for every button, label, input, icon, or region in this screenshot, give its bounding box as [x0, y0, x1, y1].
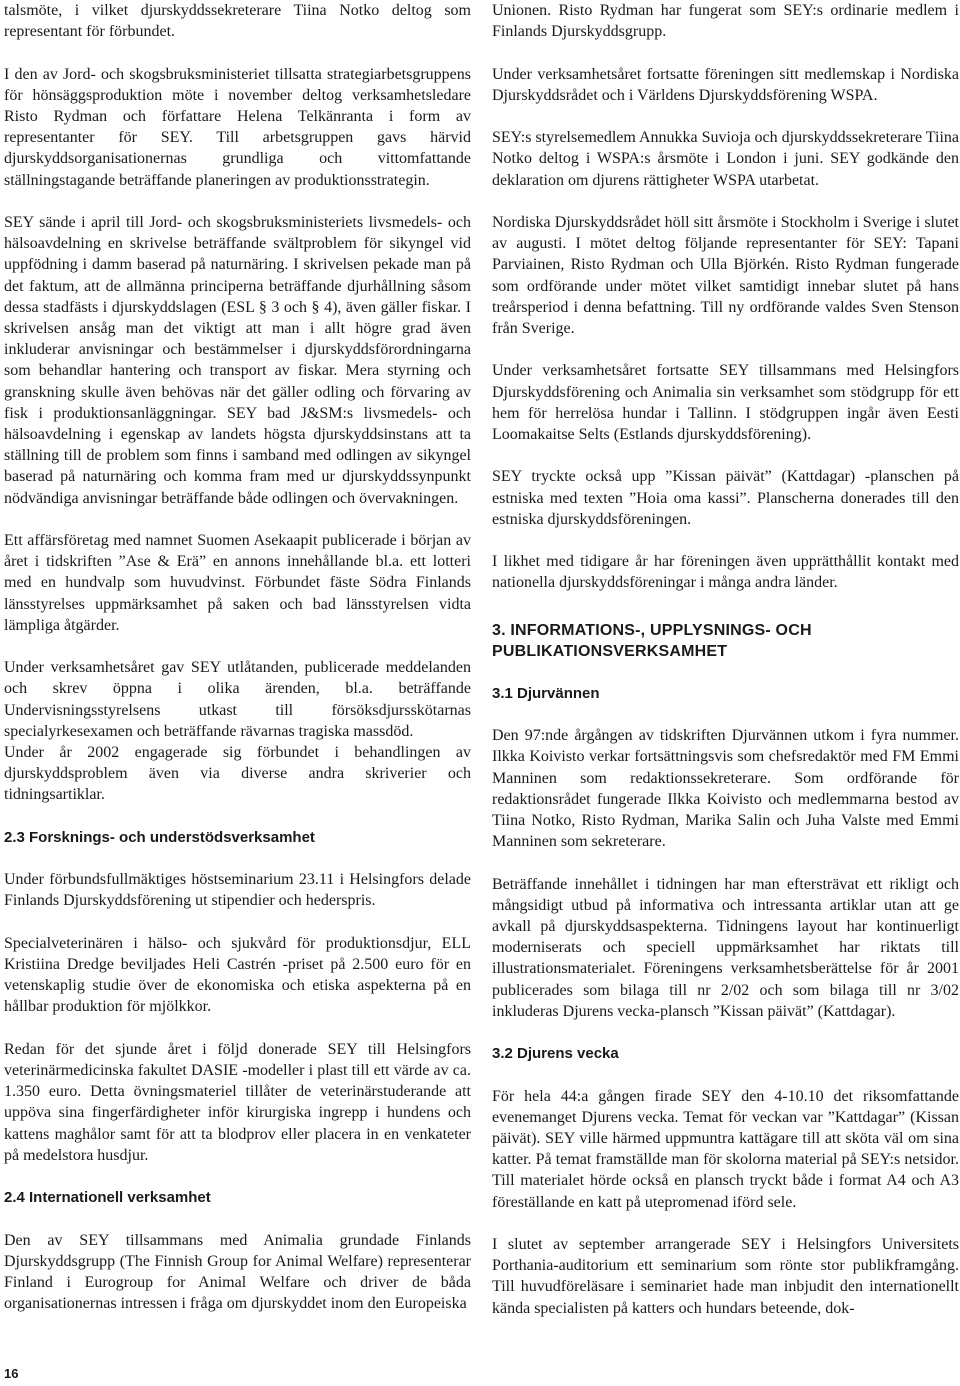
spacer — [492, 1022, 959, 1043]
spacer — [492, 662, 959, 683]
left-column — [4, 0, 471, 1314]
spacer — [4, 848, 471, 869]
paragraph: Under verksamhetsåret fortsatte SEY tillsammans med Helsingfors Djurskyddsförening och Animalia sin verksamhet som stödgrupp för ett hem för herrelösa hundar i Tallinn. I stödgruppen ingår även Eesti Loomakaitse Selts (Estlands djurskyddsförening). — [492, 362, 959, 443]
paragraph: SEY tryckte också upp ”Kissan päivät” (Kattdagar) -planschen på estniska med texten ”Hoia oma kassi”. Planscherna donerades till den estniska djurskyddsföreningen. — [492, 468, 959, 528]
paragraph: Unionen. Risto Rydman har fungerat som SEY:s ordinarie medlem i Finlands Djurskyddsgrupp. — [492, 2, 959, 41]
paragraph: Under verksamhetsåret fortsatte föreningen sitt medlemskap i Nordiska Djurskyddsrådet och i Världens Djurskyddsförening WSPA. — [492, 65, 959, 104]
page-number: 16 — [4, 1366, 19, 1381]
paragraph: Under år 2002 engagerade sig förbundet i behandlingen av djurskyddsproblem även via diverse andra skriverier och tidningsartiklar. — [4, 744, 471, 804]
spacer — [4, 1166, 471, 1187]
paragraph: Nordiska Djurskyddsrådet höll sitt årsmöte i Stockholm i Sverige i slutet av augusti. I mötet deltog följande representanter för SEY: Tapani Parviainen, Risto Rydman och Ulla Björkén. Risto Rydman fungerade som ordförande under mötet vilket samtidigt innebar slutet på hans treårsperiod i denna befattning. Till ny ordförande valdes Sven Stenson från Sverige. — [492, 213, 959, 337]
paragraph: SEY sände i april till Jord- och skogsbruksministeriets livsmedels- och hälsoavdelning en skrivelse beträffande svältproblem för sikyngel vid uppfödning i damm baserad på naturnäring. I skrivelsen pekade man på det faktum, att de allmänna principerna beträffande djurhållning såsom dessa stadfästs i djurskyddslagen (ESL § 3 och § 4), även gäller fiskar. I skrivelsen ansåg man det viktigt att man i allt högre grad även inkluderar anvisningar och bestämmelser i djurskyddsförordningarna som behandlar hantering och transport av fiskar. Mera styrning och granskning skulle även behövas när det gäller odling och förvaring av fisk i produktionsanläggningar. SEY bad J&SM:s livsmedels- och hälsoavdelning i egenskap av landets högsta djurskyddsinstans att ta ställning till de problem som finns i samband med odlingen av sikyngel baserad på naturnäring och komma fram med ur djurskyddssynpunkt nödvändiga anvisningar beträffande både odlingen och övervakningen. — [4, 214, 471, 507]
section-heading-3-1: 3.1 Djurvännen — [492, 684, 600, 702]
spacer — [4, 1208, 471, 1229]
paragraph: I slutet av september arrangerade SEY i Helsingfors Universitets Porthania-auditorium ett seminarium som rönte stor publikframgång. Till huvudföreläsare i seminariet hade man inbjudit den internationellt kända specialisten på katters och hundars beteende, dok- — [492, 1235, 959, 1317]
paragraph: Under förbundsfullmäktiges höstseminarium 23.11 i Helsingfors delade Finlands Djurskyddsförening ut stipendier och hederspris. — [4, 871, 471, 910]
section-heading-2-3: 2.3 Forsknings- och understödsverksamhet — [4, 828, 315, 846]
paragraph: SEY:s styrelsemedlem Annukka Suvioja och djurskyddssekreterare Tiina Notko deltog i WSPA:s årsmöte i London i juni. SEY godkände den deklaration om djurens rättigheter WSPA utarbetat. — [492, 129, 959, 189]
paragraph: Ett affärsföretag med namnet Suomen Asekaapit publicerade i början av året i tidskriften ”Ase & Erä” en annons innehållande bl.a. ett lotteri med en hundvalp som huvudvinst. Förbundet fäste Södra Finlands länsstyrelses uppmärksamhet på saken och bad länsstyrelsen vidta lämpliga åtgärder. — [4, 532, 471, 634]
paragraph: I den av Jord- och skogsbruksministeriet tillsatta strategiarbetsgruppens för hönsäggsproduktion möte i november deltog verksamhetsledare Risto Rydman och författare Helena Telkänranta i form av representanter för SEY. Till arbetsgruppen gavs härvid djurskyddsorganisationernas grundliga och vittomfattande ställningstagande beträffande planeringen av produktionsstrategin. — [4, 65, 471, 189]
right-column — [492, 0, 959, 1319]
spacer — [492, 704, 959, 725]
paragraph: Under verksamhetsåret gav SEY utlåtanden, publicerade meddelanden och skrev öppna i olika ärenden, bl.a. beträffande Undervisningsstyrelsens utkast till försöksdjursskötarnas specialyrkesexamen och beträffande rävarnas tragiska massdöd. — [4, 659, 471, 740]
spacer — [492, 594, 959, 620]
paragraph: talsmöte, i vilket djurskyddssekreterare Tiina Notko deltog som representant för förbundet. — [4, 2, 471, 41]
paragraph: Specialveterinären i hälso- och sjukvård för produktionsdjur, ELL Kristiina Dredge beviljades Heli Castrén -priset på 2.500 euro för en vetenskaplig studie över de ekonomiska och etiska aspekterna på en hållbar produktion för mjölkkor. — [4, 934, 471, 1016]
paragraph: Den av SEY tillsammans med Animalia grundade Finlands Djurskyddsgrupp (The Finnish Group for Animal Welfare) representerar Finland i Eurogroup for Animal Welfare och driver de båda organisationernas intressen i fråga om djurskyddet inom den Europeiska — [4, 1231, 471, 1313]
paragraph: Beträffande innehållet i tidningen har man eftersträvat ett rikligt och mångsidigt utbud på informativa och intressanta artiklar utan att ge avkall på djurskyddsaspekterna. Tidningens layout har kontinuerligt moderniserats och speciell uppmärksamhet har riktats till illustrationsmaterialet. Föreningens verksamhetsberättelse för år 2001 publicerades som bilaga till nr 2/02 och som bilaga till nr 3/02 inkluderas Djurens vecka-plansch ”Kissan päivät” (Kattdagar). — [492, 875, 959, 1020]
spacer — [4, 806, 471, 827]
section-heading-3-2: 3.2 Djurens vecka — [492, 1045, 619, 1063]
section-heading-3: 3. INFORMATIONS-, UPPLYSNINGS- OCH PUBLIKATIONSVERKSAMHET — [492, 621, 812, 660]
paragraph: Redan för det sjunde året i följd donerade SEY till Helsingfors veterinärmedicinska fakultet DASIE -modeller i plast till ett värde av ca. 1.350 euro. Detta övningsmateriel tillåter de veterinärstuderande att uppöva sina fingerfärdigheter inför kirurgiska ingrepp i hundens och kattens maghålor samt för att ta blodprov eller placera in en venkateter på medelstora husdjur. — [4, 1040, 471, 1164]
paragraph: I likhet med tidigare år har föreningen även upprätthållit kontakt med nationella djurskyddsföreningar i många andra länder. — [492, 553, 959, 592]
spacer — [492, 1064, 959, 1085]
paragraph: Den 97:nde årgången av tidskriften Djurvännen utkom i fyra nummer. Ilkka Koivisto verkar fortsättningsvis som chefsredaktör med FM Emmi Manninen som redaktionssekreterare. Som ordförande för redaktionsrådet fungerade Ilkka Koivisto och medlemmarna bestod av Tiina Notko, Risto Rydman, Marika Salin och Juha Valste med Emmi Manninen som sekreterare. — [492, 727, 959, 851]
paragraph: För hela 44:a gången firade SEY den 4-10.10 det riksomfattande evenemanget Djurens vecka. Temat för veckan var ”Kattdagar” (Kissan päivät). SEY ville härmed uppmuntra kattägare till att sköta väl om sina katter. På temat framställde man för skolorna material på SEY:s netsidor. Till materialet hörde också en plansch tryckt både i format A4 och A3 föreställande en katt på utepromenad iförd sele. — [492, 1087, 959, 1211]
section-heading-2-4: 2.4 Internationell verksamhet — [4, 1189, 211, 1207]
